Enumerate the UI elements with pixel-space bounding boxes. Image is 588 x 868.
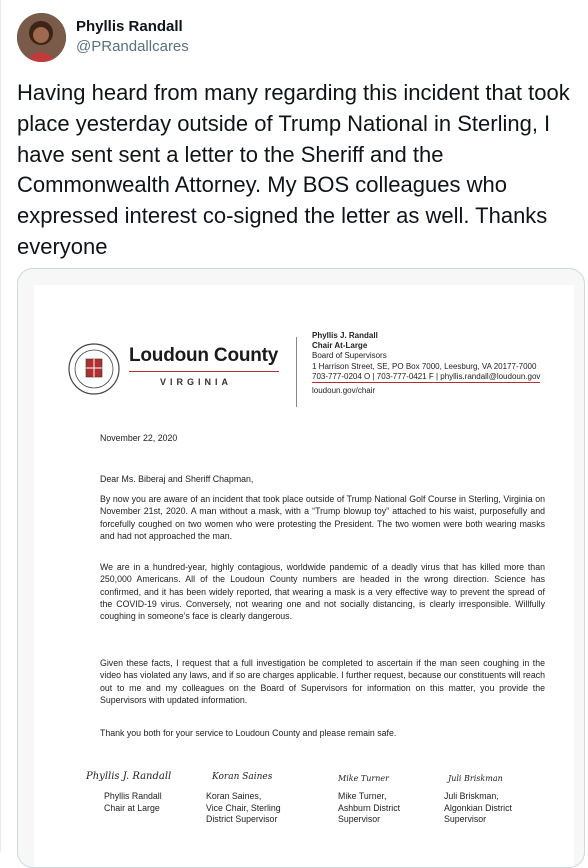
signature-name: Mike Turner,: [338, 791, 387, 801]
avatar-photo-icon: [17, 13, 66, 62]
signature-title: Vice Chair, Sterling: [206, 802, 281, 813]
letter-salutation: Dear Ms. Biberaj and Sheriff Chapman,: [100, 474, 254, 484]
signature-name: Phyllis Randall: [104, 791, 162, 801]
signature-title: Chair at Large: [104, 802, 160, 813]
signature-block-1: [104, 791, 162, 814]
sender-phone: 703-777-0204 O | 703-777-0421 F | phyllis.randall@loudoun.gov: [312, 372, 540, 383]
signature-title: Ashburn District: [338, 802, 401, 813]
tweet-media-image[interactable]: [17, 268, 585, 868]
sender-board: Board of Supervisors: [312, 351, 387, 361]
signature-block-2: [206, 791, 281, 826]
signature-title-2: District Supervisor: [206, 814, 278, 825]
signature-name: Koran Saines,: [206, 791, 262, 801]
signature-block-4: [444, 791, 512, 826]
county-seal-icon: [68, 343, 120, 395]
letter-date: November 22, 2020: [100, 433, 178, 443]
signature-name: Juli Briskman,: [444, 791, 499, 801]
letter-document: [34, 285, 574, 868]
signature-block-3: [338, 791, 400, 826]
signature-script-1: Phyllis J. Randall: [86, 771, 172, 782]
sender-block: [312, 331, 540, 396]
letter-paragraph-4: Thank you both for your service to Loudoun County and please remain safe.: [100, 728, 397, 738]
sender-web: loudoun.gov/chair: [312, 386, 376, 396]
avatar[interactable]: [17, 13, 66, 62]
signature-title-2: Supervisor: [444, 814, 487, 825]
signature-script-3: Mike Turner: [338, 774, 389, 783]
header-divider: [296, 337, 297, 407]
tweet-text: Having heard from many regarding this incident that took place yesterday outside of Trump National in Sterling, I have sent sent a letter to the Sheriff and the Commonwealth Attorney. My BOS colleagues who expressed interest co-signed the letter as well. Thanks everyone: [17, 80, 570, 259]
county-state: VIRGINIA: [160, 377, 233, 387]
county-rule: [129, 371, 279, 372]
signature-script-2: Koran Saines: [212, 772, 273, 782]
sender-title: Chair At-Large: [312, 341, 368, 351]
signature-script-4: Juli Briskman: [448, 774, 503, 783]
author-handle[interactable]: @PRandallcares: [76, 38, 189, 55]
letter-paragraph-2: We are in a hundred-year, highly contagious, worldwide pandemic of a deadly virus that has killed more than 250,000 Americans. All of the Loudoun County numbers are headed in the wrong direction. Science has confirmed, and it has been widely reported, that wearing a mask is a very effective way to prevent the spread of the COVID-19 virus. Conversely, not wearing one and not socially distancing, is clearly irresponsible. Willfully coughing in someone’s face is clearly dangerous.: [100, 562, 545, 622]
signature-title-2: Supervisor: [338, 814, 381, 825]
sender-name: Phyllis J. Randall: [312, 331, 378, 340]
author-name[interactable]: Phyllis Randall: [76, 18, 183, 35]
letter-paragraph-1: By now you are aware of an incident that took place outside of Trump National Golf Course in Sterling, Virginia on November 21st, 2020. A man without a mask, with a “Trump blowup toy” attached to his waist, purposefully and forcefully coughed on two women who were protesting the President. The two women were both wearing masks and had not approached the man.: [100, 494, 545, 541]
county-name: Loudoun County: [129, 345, 279, 366]
sender-address: 1 Harrison Street, SE, PO Box 7000, Leesburg, VA 20177-7000: [312, 361, 537, 371]
letter-paragraph-3: Given these facts, I request that a full investigation be completed to ascertain if the man seen coughing in the video has violated any laws, and if so are charges applicable. I further request, because our constituents will reach out to me and my colleagues on the Board of Supervisors for information on this matter, you provide the Supervisors with updated information.: [100, 658, 545, 705]
signature-title: Algonkian District: [444, 802, 512, 813]
